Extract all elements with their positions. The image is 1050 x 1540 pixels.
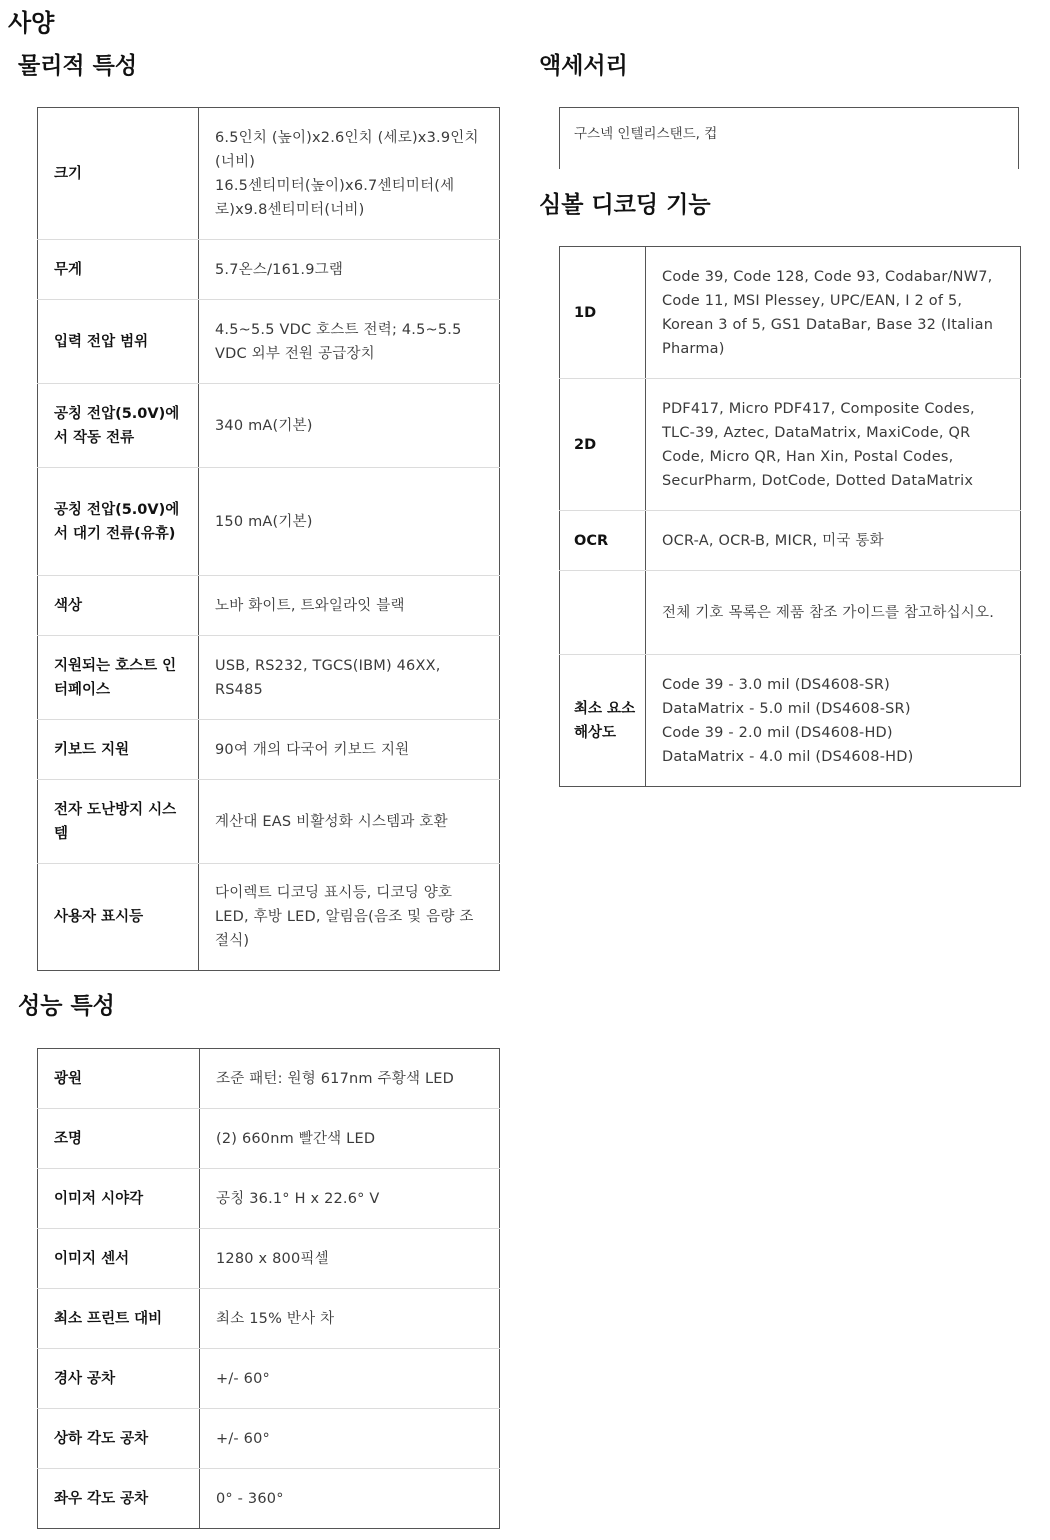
- row-value: 공칭 36.1° H x 22.6° V: [200, 1169, 500, 1229]
- row-label: 무게: [38, 240, 199, 300]
- table-row: [560, 247, 1021, 379]
- table-row: [38, 636, 500, 720]
- row-label: 색상: [38, 576, 199, 636]
- row-label: OCR: [560, 511, 646, 571]
- row-label: 1D: [560, 247, 646, 379]
- row-value: 0° - 360°: [200, 1469, 500, 1529]
- row-value: 다이렉트 디코딩 표시등, 디코딩 양호 LED, 후방 LED, 알림음(음조 및 음량 조절식): [199, 864, 500, 971]
- table-row: [38, 300, 500, 384]
- table-row: [38, 864, 500, 971]
- row-value: Code 39 - 3.0 mil (DS4608-SR) DataMatrix - 5.0 mil (DS4608-SR) Code 39 - 2.0 mil (DS4608-HD) DataMatrix - 4.0 mil (DS4608-HD): [646, 655, 1021, 787]
- row-value: 4.5~5.5 VDC 호스트 전력; 4.5~5.5 VDC 외부 전원 공급장치: [199, 300, 500, 384]
- table-row: [38, 108, 500, 240]
- row-label: 좌우 각도 공차: [38, 1469, 200, 1529]
- table-row: [38, 1169, 500, 1229]
- performance-table: [37, 1048, 500, 1529]
- row-value: +/- 60°: [200, 1409, 500, 1469]
- table-row: [38, 1469, 500, 1529]
- table-row: [38, 240, 500, 300]
- table-row: [38, 780, 500, 864]
- row-value: 6.5인치 (높이)x2.6인치 (세로)x3.9인치 (너비) 16.5센티미터(높이)x6.7센티미터(세로)x9.8센티미터(너비): [199, 108, 500, 240]
- row-label: 사용자 표시등: [38, 864, 199, 971]
- row-value: Code 39, Code 128, Code 93, Codabar/NW7, Code 11, MSI Plessey, UPC/EAN, I 2 of 5, Korean 3 of 5, GS1 DataBar, Base 32 (Italian Pharma): [646, 247, 1021, 379]
- row-label: 조명: [38, 1109, 200, 1169]
- row-label: 크기: [38, 108, 199, 240]
- page-title: 사양: [8, 9, 55, 37]
- row-label: 상하 각도 공차: [38, 1409, 200, 1469]
- table-row: [38, 468, 500, 576]
- table-row: [38, 1289, 500, 1349]
- row-value: 조준 패턴: 원형 617nm 주황색 LED: [200, 1049, 500, 1109]
- row-label: 광원: [38, 1049, 200, 1109]
- row-value: 최소 15% 반사 차: [200, 1289, 500, 1349]
- table-row: [560, 379, 1021, 511]
- physical-heading: 물리적 특성: [18, 53, 138, 79]
- row-label: 공칭 전압(5.0V)에서 대기 전류(유휴): [38, 468, 199, 576]
- row-label: 2D: [560, 379, 646, 511]
- accessories-heading: 액세서리: [539, 53, 628, 79]
- symbology-table: [559, 246, 1021, 787]
- row-label: 경사 공차: [38, 1349, 200, 1409]
- table-row: [38, 1409, 500, 1469]
- table-row: [38, 384, 500, 468]
- symbology-heading: 심볼 디코딩 기능: [539, 192, 711, 218]
- row-value: 340 mA(기본): [199, 384, 500, 468]
- table-row: [560, 511, 1021, 571]
- row-value: USB, RS232, TGCS(IBM) 46XX, RS485: [199, 636, 500, 720]
- table-row: [560, 655, 1021, 787]
- table-row: [38, 1109, 500, 1169]
- table-row: [38, 576, 500, 636]
- row-value: PDF417, Micro PDF417, Composite Codes, TLC-39, Aztec, DataMatrix, MaxiCode, QR Code, Micro QR, Han Xin, Postal Codes, SecurPharm, DotCode, Dotted DataMatrix: [646, 379, 1021, 511]
- row-value: 150 mA(기본): [199, 468, 500, 576]
- row-value: 전체 기호 목록은 제품 참조 가이드를 참고하십시오.: [646, 571, 1021, 655]
- row-label: [560, 571, 646, 655]
- table-row: [38, 1229, 500, 1289]
- row-value: OCR-A, OCR-B, MICR, 미국 통화: [646, 511, 1021, 571]
- row-value: 계산대 EAS 비활성화 시스템과 호환: [199, 780, 500, 864]
- accessories-text: 구스넥 인텔리스탠드, 컵: [574, 126, 718, 142]
- row-label: 공칭 전압(5.0V)에서 작동 전류: [38, 384, 199, 468]
- table-row: [38, 1049, 500, 1109]
- row-label: 이미저 시야각: [38, 1169, 200, 1229]
- accessories-box: [559, 107, 1019, 169]
- row-label: 입력 전압 범위: [38, 300, 199, 384]
- row-value: 90여 개의 다국어 키보드 지원: [199, 720, 500, 780]
- row-value: +/- 60°: [200, 1349, 500, 1409]
- performance-heading: 성능 특성: [18, 993, 115, 1019]
- table-row: [38, 1349, 500, 1409]
- row-value: (2) 660nm 빨간색 LED: [200, 1109, 500, 1169]
- row-value: 5.7온스/161.9그램: [199, 240, 500, 300]
- row-label: 최소 프린트 대비: [38, 1289, 200, 1349]
- row-label: 지원되는 호스트 인터페이스: [38, 636, 199, 720]
- row-label: 이미지 센서: [38, 1229, 200, 1289]
- row-value: 노바 화이트, 트와일라잇 블랙: [199, 576, 500, 636]
- row-label: 최소 요소 해상도: [560, 655, 646, 787]
- row-label: 키보드 지원: [38, 720, 199, 780]
- table-row: [560, 571, 1021, 655]
- physical-table: [37, 107, 500, 971]
- table-row: [38, 720, 500, 780]
- row-label: 전자 도난방지 시스템: [38, 780, 199, 864]
- row-value: 1280 x 800픽셀: [200, 1229, 500, 1289]
